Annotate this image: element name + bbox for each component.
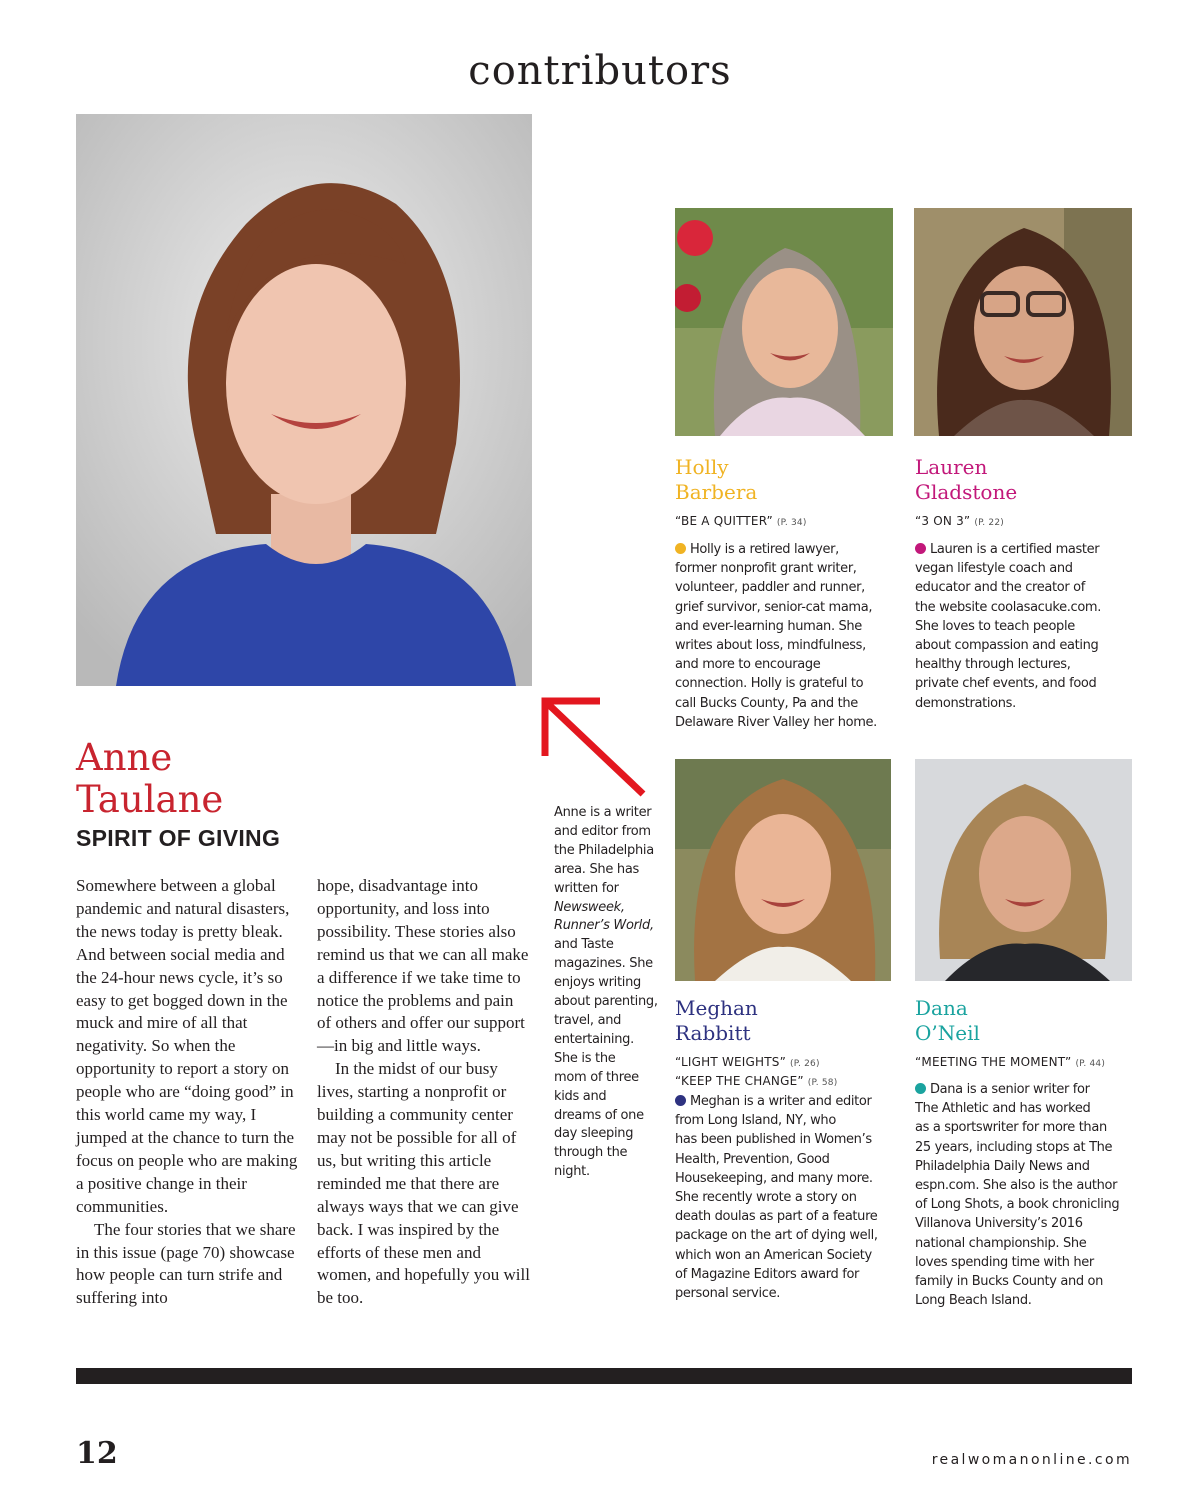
footer-rule [76, 1368, 1132, 1384]
meghan-bio: Meghan is a writer and editor from Long Island, NY, who has been published in Women’s Health, Prevention, Good Housekeeping, and many more. She recently wrote a story on death doulas as part of a feature package on the art of dying well, which won an American Society of Magazine Editors award for personal service. [675, 1094, 878, 1302]
anne-story-title: SPIRIT OF GIVING [76, 825, 281, 851]
dana-name: Dana O’Neil [915, 996, 980, 1045]
dana-story-title: “MEETING THE MOMENT” (P. 44) [915, 1055, 1106, 1069]
lead-col2-para1: hope, disadvantage into opportunity, and loss into possibility. These stories also remind us that we can all make a difference if we take time to notice the problems and pain of others and offer our support—in big and little ways. [317, 876, 529, 1056]
anne-bio: Anne is a writer and editor from the Philadelphia area. She has written for Newsweek, Runner’s World, and Taste magazines. She enjoys writing about parenting, travel, and entertaining. She is the mom of three kids and dreams of one day sleeping through the night. [554, 805, 658, 1180]
lead-column-1 [76, 875, 298, 1310]
anne-name-line1: Anne [76, 736, 173, 779]
red-arrow-icon [538, 694, 658, 804]
anne-name-line2: Taulane [76, 778, 224, 821]
lauren-bio: Lauren is a certified master vegan lifestyle coach and educator and the creator of the website coolasacuke.com. She loves to teach people about compassion and eating healthy through lectures, private chef events, and food demonstrations. [915, 542, 1102, 711]
anne-taulane-photo [76, 114, 532, 686]
holly-name: Holly Barbera [675, 455, 758, 504]
lauren-gladstone-photo [914, 208, 1132, 436]
dana-dot-icon [915, 1083, 926, 1094]
lead-column-2 [317, 875, 531, 1310]
holly-story-title: “BE A QUITTER” (P. 34) [675, 514, 807, 528]
holly-dot-icon [675, 543, 686, 554]
site-url: realwomanonline.com [931, 1452, 1132, 1468]
lauren-story-title: “3 ON 3” (P. 22) [915, 514, 1004, 528]
dana-bio: Dana is a senior writer for The Athletic and has worked as a sportswriter for more than 25 years, including stops at The Philadelphia Daily News and espn.com. She also is the author of Long Shots, a book chronicling Villanova University’s 2016 national championship. She loves spending time with her family in Bucks County and on Long Beach Island. [915, 1082, 1120, 1309]
meghan-story-title: “LIGHT WEIGHTS” (P. 26) [675, 1055, 820, 1069]
meghan-dot-icon [675, 1095, 686, 1106]
lauren-name: Lauren Gladstone [915, 455, 1018, 504]
lauren-dot-icon [915, 543, 926, 554]
lead-col1-para1: Somewhere between a global pandemic and natural disasters, the news today is pretty bleak. And between social media and the 24-hour news cycle, it’s so easy to get bogged down in the muck and mire of all that negativity. So when the opportunity to report a story on people who are “doing good” in this world came my way, I jumped at the chance to turn the focus on people who are making a positive change in their communities. [76, 876, 298, 1216]
dana-oneil-photo [915, 759, 1132, 981]
page-title: contributors [468, 48, 732, 94]
lead-col2-para2: In the midst of our busy lives, starting a nonprofit or building a community center may not be possible for all of us, but writing this article reminded me that there are always ways that we can give back. I was inspired by the efforts of these men and women, and hopefully you will be too. [317, 1059, 530, 1308]
meghan-rabbitt-photo [675, 759, 891, 981]
meghan-story-title-2: “KEEP THE CHANGE” (P. 58) [675, 1074, 838, 1088]
lead-col1-para2: The four stories that we share in this issue (page 70) showcase how people can turn strife and suffering into [76, 1219, 296, 1308]
meghan-name: Meghan Rabbitt [675, 996, 758, 1045]
holly-barbera-photo [675, 208, 893, 436]
holly-bio: Holly is a retired lawyer, former nonprofit grant writer, volunteer, paddler and runner, grief survivor, senior-cat mama, and ever-learning human. She writes about loss, mindfulness, and more to encourage connection. Holly is grateful to call Bucks County, Pa and the Delaware River Valley her home. [675, 542, 877, 730]
page-number: 12 [76, 1436, 118, 1471]
